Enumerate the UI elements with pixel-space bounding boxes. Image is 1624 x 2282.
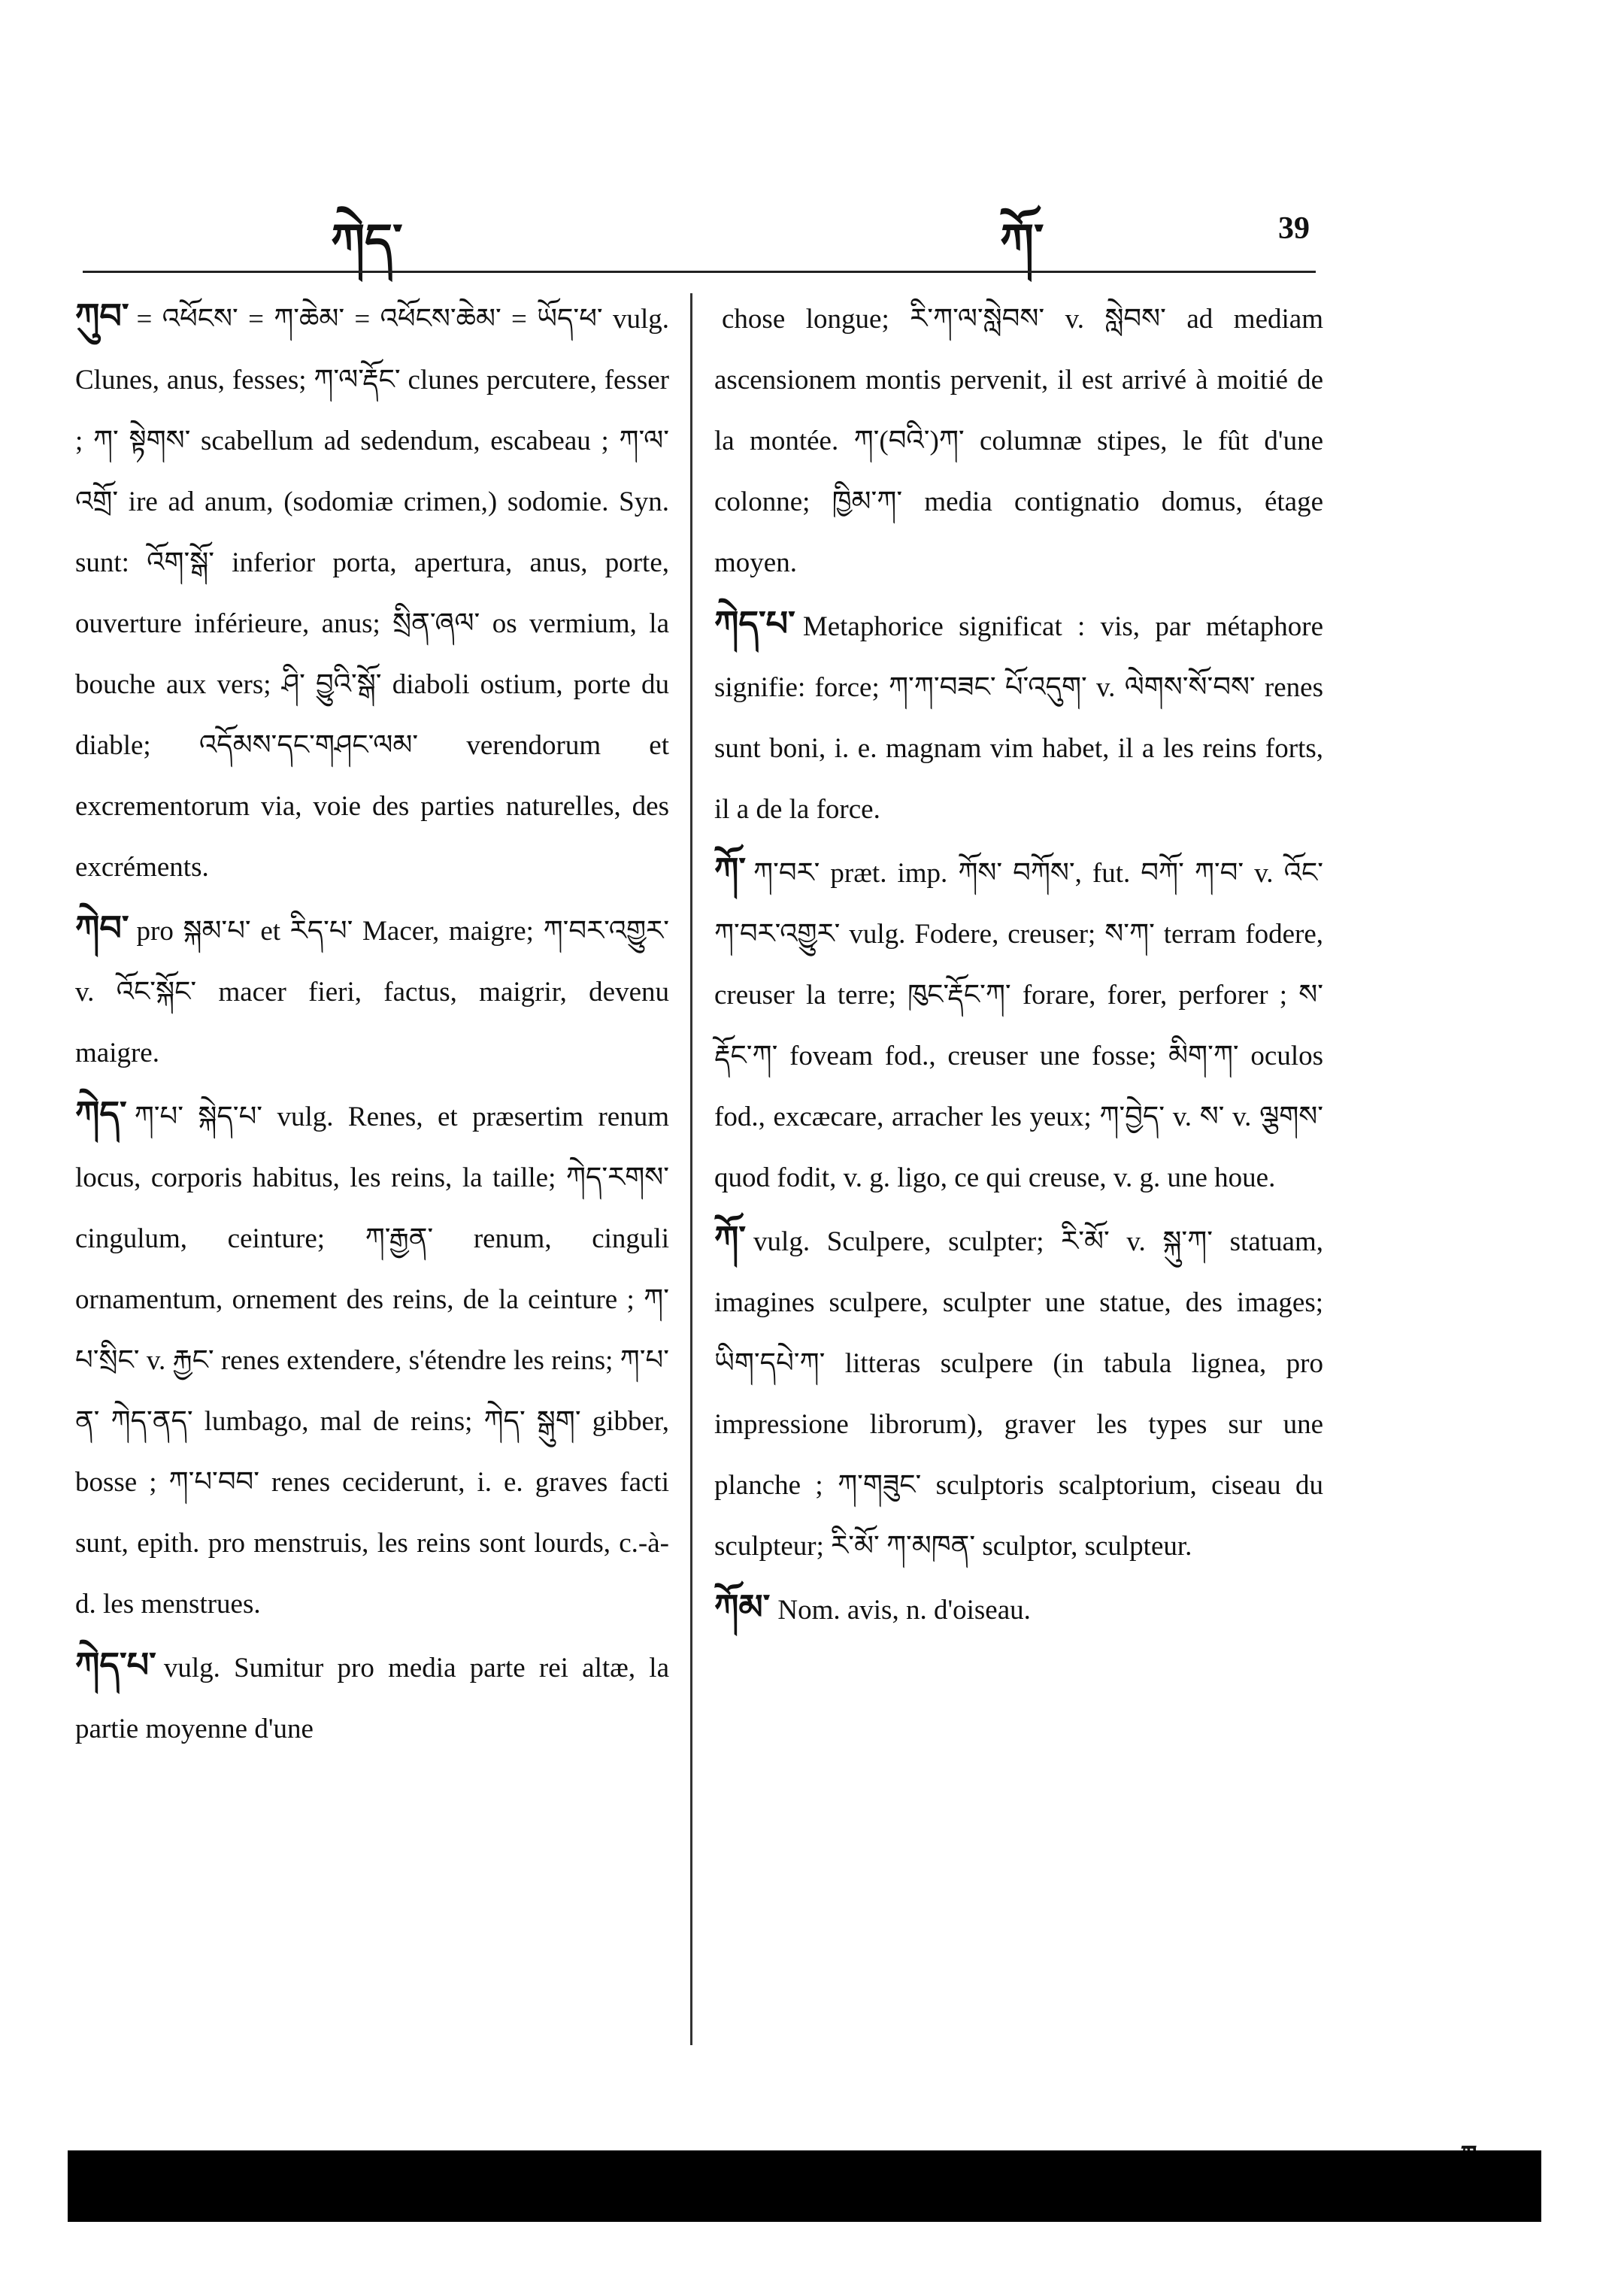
- header-rule: [83, 271, 1316, 273]
- entry-headword: ཀེད་: [75, 1095, 127, 1133]
- dictionary-entry: [714, 593, 1323, 840]
- entry-text: Metaphorice significat : vis, par métaphore signifie: force; ཀ་ཀ་བཟང་ པོ་འདུག་ v. ལེགས་སོ་བས་ renes sunt boni, i. e. magnam vim habet, il a les reins forts, il a de la force.: [714, 611, 1323, 825]
- dictionary-entry: [75, 1083, 669, 1635]
- entry-headword: ཀོ་: [714, 1220, 747, 1258]
- dictionary-entry: [714, 286, 1323, 593]
- dictionary-entry: [75, 898, 669, 1083]
- entry-headword: ཀེད་པ་: [714, 605, 795, 643]
- entry-text: ཀ་བར་ præt. imp. ཀོས་ བཀོས་, fut. བཀོ་ ཀ་བ་ v. འོང་ ཀ་བར་འགྱུར་ vulg. Fodere, creuser; ས་ཀ་ terram fodere, creuser la terre; ཁུང་རྡོང་ཀ་ forare, forer, perforer ; ས་རྡོང་ཀ་ foveam fod., creuser une fosse; མིག་ཀ་ oculos fod., excæcare, arracher les yeux; ཀ་བྱེད་ v. ས་ v. ལྕགས་ quod fodit, v. g. ligo, ce qui creuse, v. g. une houe.: [714, 858, 1323, 1193]
- entry-headword: ཀེད་པ་: [75, 1646, 156, 1684]
- entry-headword: ཀོམ་: [714, 1588, 771, 1626]
- dictionary-entry: [714, 1208, 1323, 1577]
- dictionary-entry: [714, 840, 1323, 1208]
- page-header: [0, 188, 1624, 271]
- entry-text: chose longue; རི་ཀ་ལ་སླེབས་ v. སླེབས་ ad mediam ascensionem montis pervenit, il est arrivé à moitié de la montée. ཀ་(བའི་)ཀ་ columnæ stipes, le fût d'une colonne; ཁྱིམ་ཀ་ media contignatio domus, étage moyen.: [714, 304, 1323, 578]
- entry-headword: ཀོ་: [714, 851, 747, 889]
- right-running-headword: ཀོ་: [1000, 215, 1044, 268]
- dictionary-entry: [75, 286, 669, 898]
- entry-text: = འཕོངས་ = ཀ་ཆེམ་ = འཕོངས་ཆེམ་ = ཡོད་ཕ་ vulg. Clunes, anus, fesses; ཀ་ལ་རྡོང་ clunes percutere, fesser ; ཀ་ སྟེགས་ scabellum ad sedendum, escabeau ; ཀ་ལ་འགྲོ་ ire ad anum, (sodomiæ crimen,) sodomie. Syn. sunt: འོག་སྒོ་ inferior porta, apertura, anus, porte, ouverture inférieure, anus; སྲིན་ཞལ་ os vermium, la bouche aux vers; ཤི་ བྱུའི་སྒོ་ diaboli ostium, porte du diable; འདོམས་དང་གཤང་ལམ་ verendorum et excrementorum via, voie des parties naturelles, des excréments.: [75, 304, 669, 883]
- entry-text: Nom. avis, n. d'oiseau.: [777, 1595, 1031, 1626]
- dictionary-entry: [714, 1577, 1323, 1641]
- entry-text: vulg. Sculpere, sculpter; རི་མོ་ v. སྐུ་ཀ་ statuam, imagines sculpere, sculpter une statue, des images; ཡིག་དཔེ་ཀ་ litteras sculpere (in tabula lignea, pro impressione librorum), graver les types sur une planche ; ཀ་གཟུང་ sculptoris scalptorium, ciseau du sculpteur; རི་མོ་ ཀ་མཁན་ sculptor, sculpteur.: [714, 1226, 1323, 1562]
- entry-headword: ཀུབ་: [75, 297, 129, 335]
- entry-headword: ཀེབ་: [75, 909, 129, 947]
- entry-text: ཀ་པ་ སྐེད་པ་ vulg. Renes, et præsertim renum locus, corporis habitus, les reins, la taille; ཀེད་རགས་ cingulum, ceinture; ཀ་རྒྱན་ renum, cinguli ornamentum, ornement des reins, de la ceinture ; ཀ་པ་སྲིང་ v. རྐྱང་ renes extendere, s'étendre les reins; ཀ་པ་ན་ ཀེད་ནད་ lumbago, mal de reins; ཀེད་ སྒུག་ gibber, bosse ; ཀ་པ་བབ་ renes ceciderunt, i. e. graves facti sunt, epith. pro menstruis, les reins sont lourds, c.-à-d. les menstrues.: [75, 1102, 669, 1620]
- right-column: [714, 286, 1323, 1641]
- dictionary-entry: [75, 1635, 669, 1759]
- entry-text: pro སྐམ་པ་ et རིད་པ་ Macer, maigre; ཀ་བར་འགྱུར་ v. འོང་སྐོང་ macer fieri, factus, maigrir, devenu maigre.: [75, 916, 669, 1068]
- left-column: [75, 286, 669, 1759]
- column-divider: [690, 293, 692, 2045]
- left-running-headword: ཀེད་: [331, 215, 403, 268]
- page-number: 39: [1278, 211, 1310, 246]
- entry-text: vulg. Sumitur pro media parte rei altæ, la partie moyenne d'une: [75, 1653, 669, 1744]
- scan-bottom-bar: [68, 2150, 1541, 2222]
